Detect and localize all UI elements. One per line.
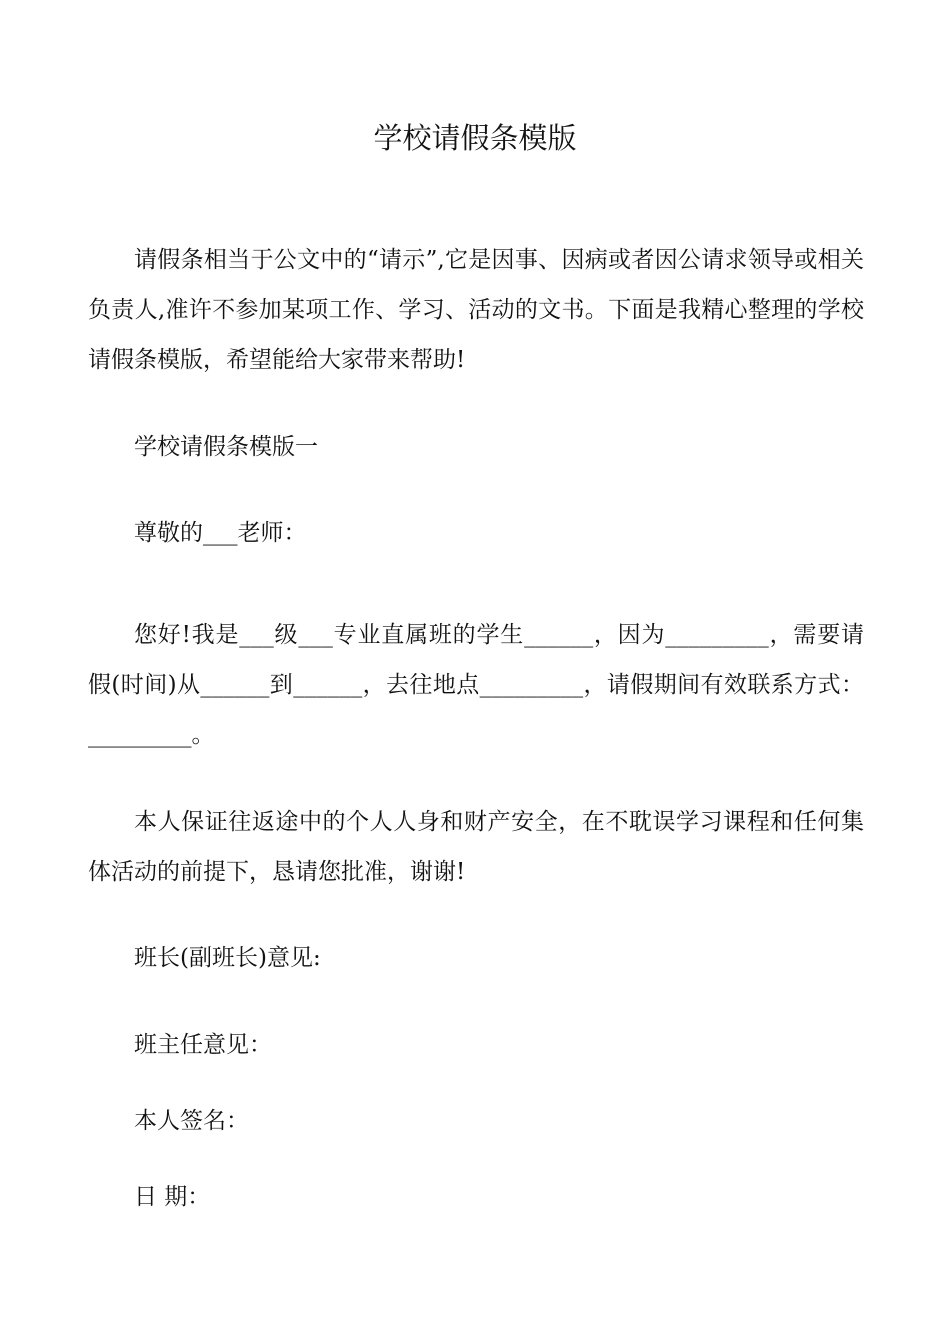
intro-paragraph: 请假条相当于公文中的“请示”,它是因事、因病或者因公请求领导或相关负责人,准许不参加某项工作、学习、活动的文书。下面是我精心整理的学校请假条模版，希望能给大家带来帮助! — [88, 247, 864, 373]
teacher-opinion-line: 班主任意见： — [134, 1032, 272, 1058]
signature-line: 本人签名： — [134, 1108, 249, 1134]
section-heading: 学校请假条模版一 — [134, 434, 318, 460]
monitor-opinion-line: 班长(副班长)意见: — [134, 945, 321, 971]
request-paragraph: 您好!我是___级___专业直属班的学生______，因为_________，需要请假(时间)从______到______，去往地点_________，请假期间有效联系方式：_________。 — [88, 622, 864, 748]
date-line: 日 期： — [134, 1184, 211, 1210]
salutation-line: 尊敬的___老师： — [134, 520, 307, 546]
guarantee-paragraph: 本人保证往返途中的个人人身和财产安全，在不耽误学习课程和任何集体活动的前提下，恳请您批准，谢谢! — [88, 809, 864, 885]
document-title: 学校请假条模版 — [373, 121, 577, 155]
